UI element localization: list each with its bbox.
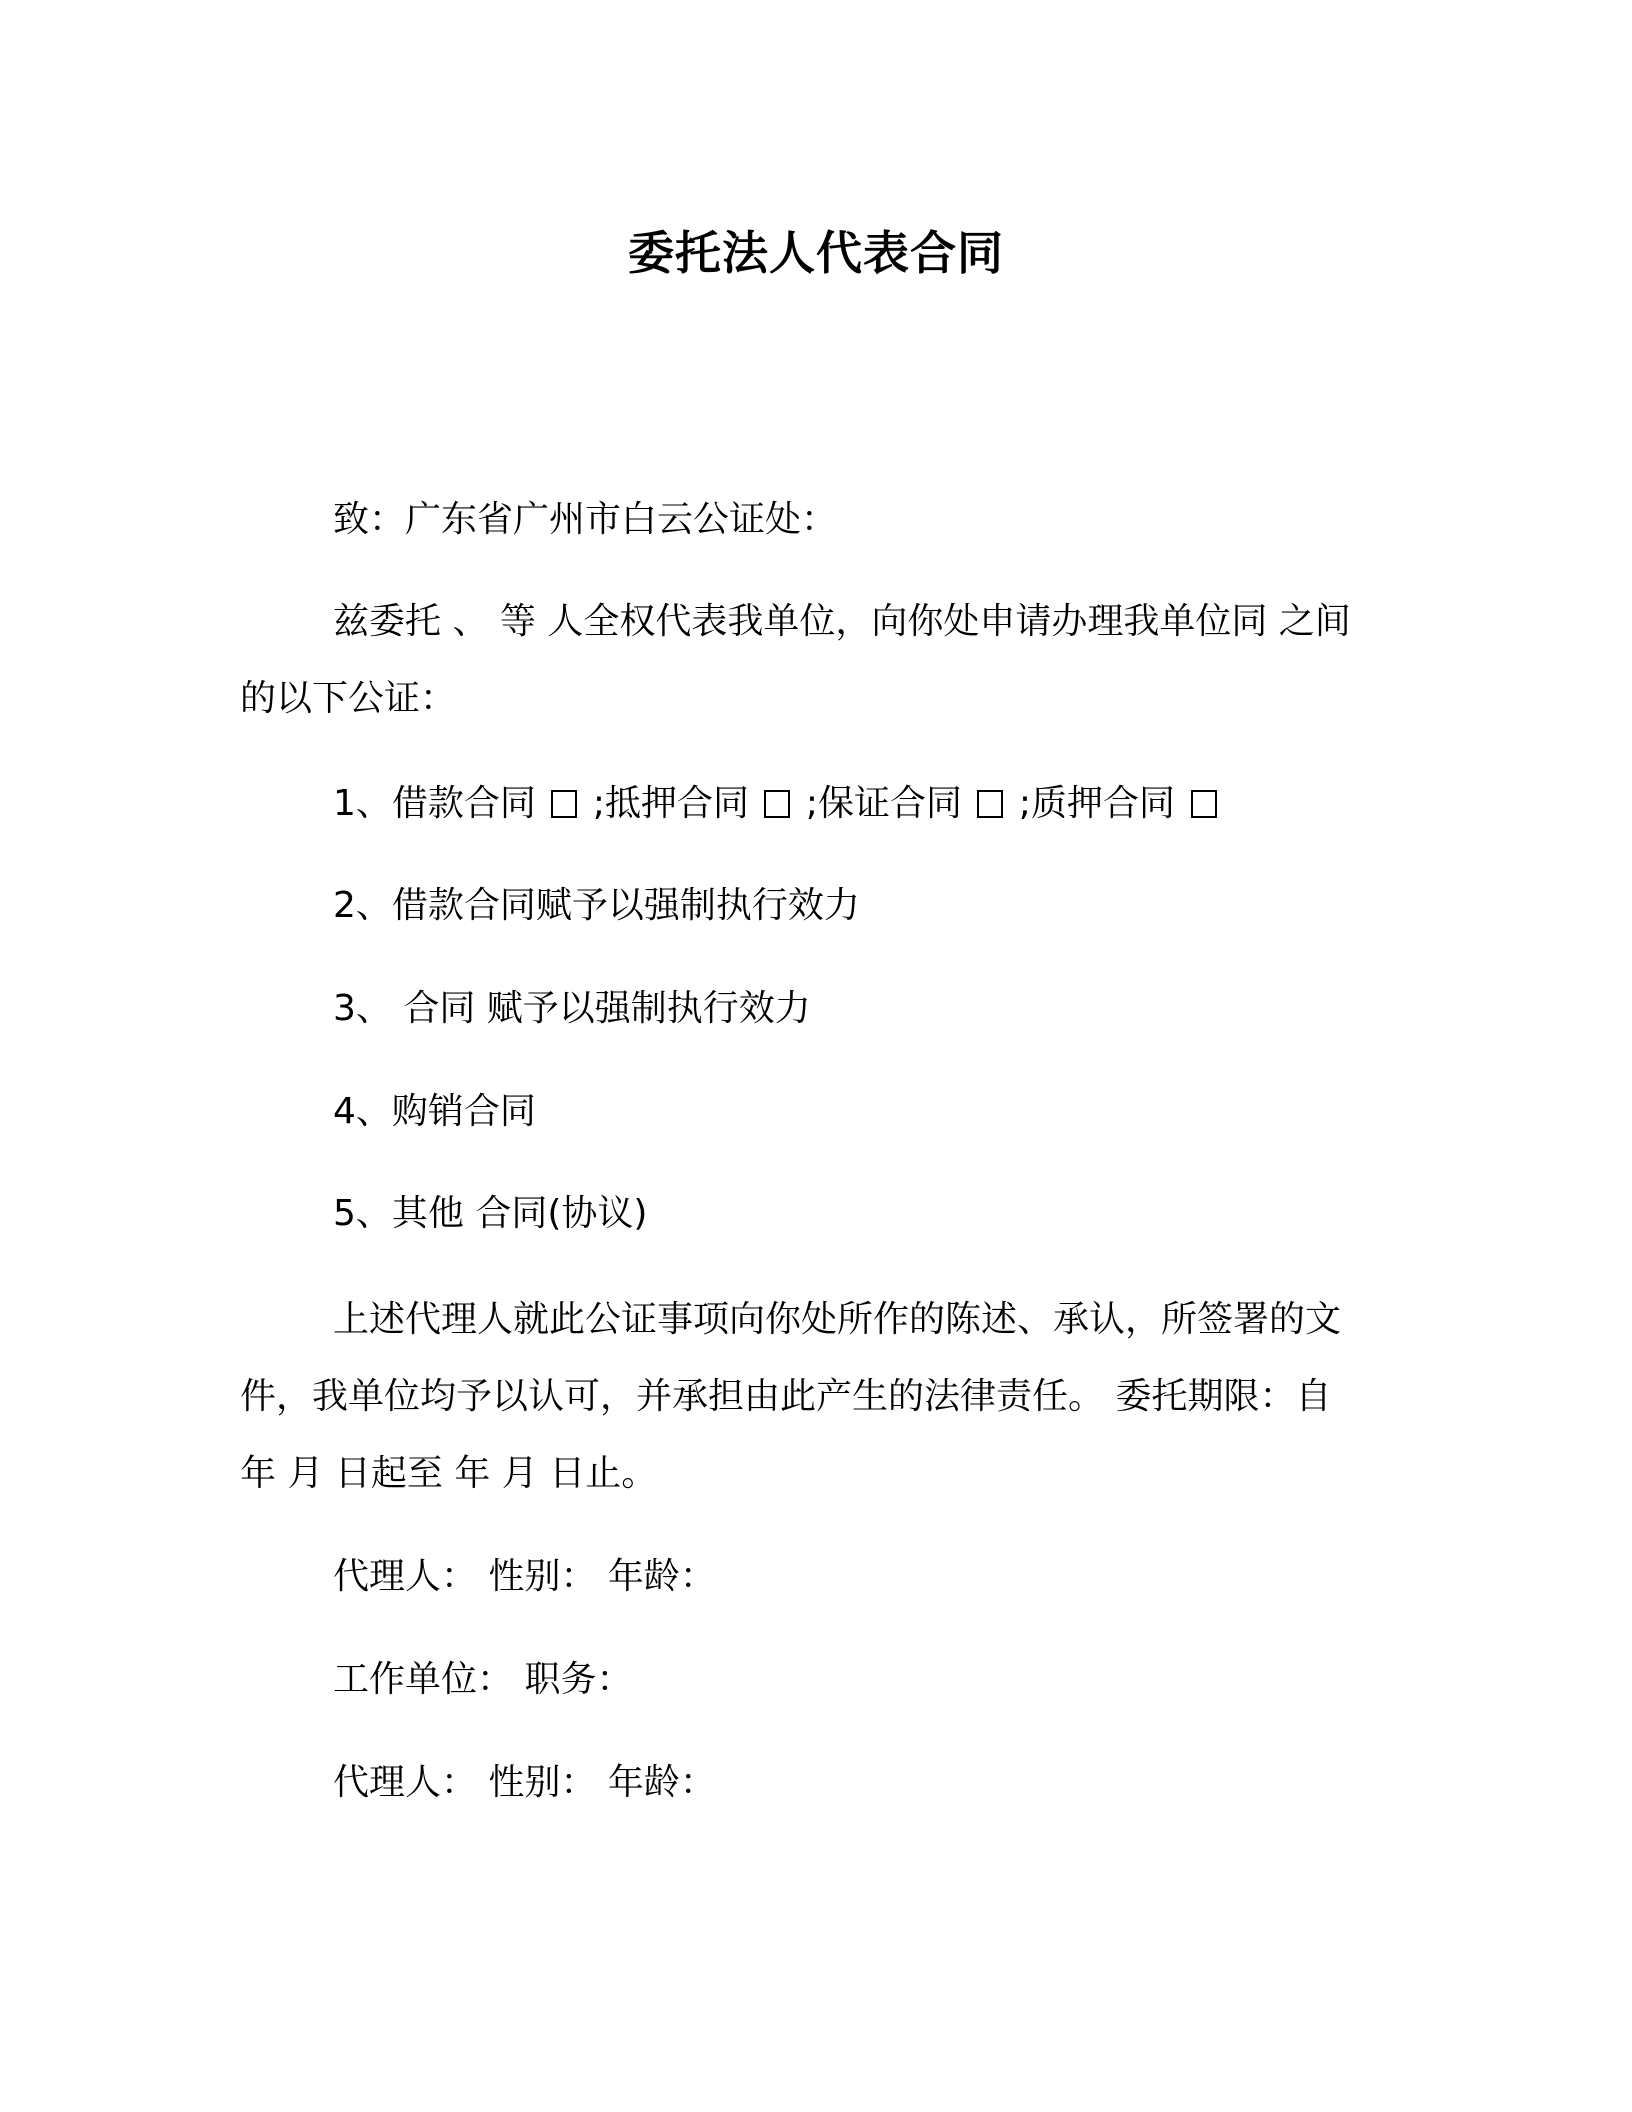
item-3-line: 3、 合同 赋予以强制执行效力 (333, 988, 811, 1029)
item-4-line: 4、购销合同 (333, 1091, 536, 1132)
addressee-line: 致：广东省广州市白云公证处： (333, 499, 838, 540)
item-5-line: 5、其他 合同(协议) (333, 1193, 648, 1234)
item-2-line: 2、借款合同赋予以强制执行效力 (333, 885, 860, 926)
statement-line-1: 上述代理人就此公证事项向你处所作的陈述、承认，所签署的文 (333, 1299, 1342, 1340)
mortgage-contract-checkbox[interactable] (764, 790, 790, 818)
document-title: 委托法人代表合同 (628, 226, 1004, 280)
intro-line-2: 的以下公证： (240, 678, 457, 719)
item-1-guarantee-contract: ;保证合同 (805, 783, 962, 824)
agent-1-line: 代理人： 性别： 年龄： (333, 1556, 716, 1597)
agent-2-line: 代理人： 性别： 年龄： (333, 1762, 716, 1803)
item-1-loan-contract: 1、借款合同 (333, 783, 536, 824)
item-1-line (333, 779, 1221, 829)
loan-contract-checkbox[interactable] (551, 790, 577, 818)
work-unit-line: 工作单位： 职务： (333, 1659, 633, 1700)
pledge-contract-checkbox[interactable] (1191, 790, 1217, 818)
item-1-pledge-contract: ;质押合同 (1018, 783, 1176, 824)
guarantee-contract-checkbox[interactable] (977, 790, 1003, 818)
intro-line-1: 兹委托 、 等 人全权代表我单位，向你处申请办理我单位同 之间 (333, 601, 1351, 642)
statement-line-2: 件，我单位均予以认可，并承担由此产生的法律责任。 委托期限：自 (240, 1376, 1332, 1417)
item-1-mortgage-contract: ;抵押合同 (592, 783, 749, 824)
statement-line-3: 年 月 日起至 年 月 日止。 (240, 1453, 658, 1494)
